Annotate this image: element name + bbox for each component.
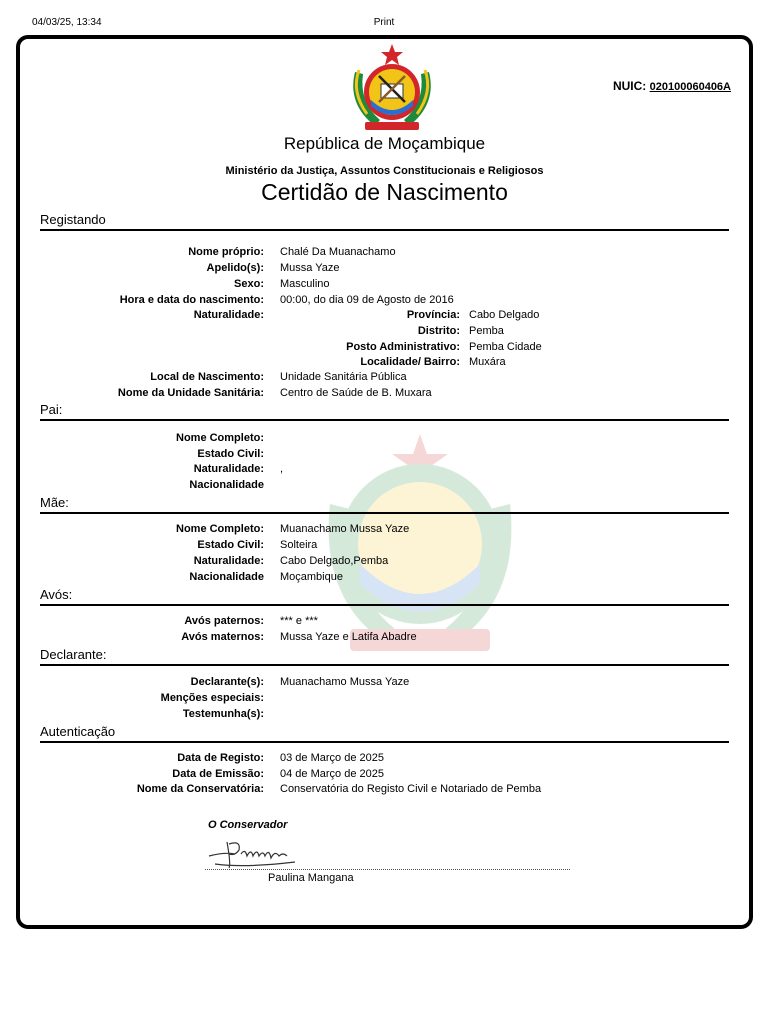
field-value-avos-paternos: *** e *** [280, 615, 318, 627]
field-value-declarantes: Muanachamo Mussa Yaze [280, 676, 410, 688]
print-title: Print [373, 17, 395, 28]
field-label-pai-nome: Nome Completo: [176, 432, 264, 444]
nuic [613, 79, 731, 93]
field-value-avos-maternos: Mussa Yaze e Latifa Abadre [280, 631, 417, 643]
field-label-nascimento: Hora e data do nascimento: [119, 294, 264, 306]
section-avos-title: Avós: [40, 587, 73, 602]
field-label-provincia: Província: [406, 309, 460, 321]
field-value-mae-estado-civil: Solteira [280, 539, 318, 551]
field-label-mae-nacionalidade: Nacionalidade [189, 571, 264, 583]
field-value-unidade-sanitaria: Centro de Saúde de B. Muxara [280, 387, 432, 399]
field-label-sexo: Sexo: [234, 278, 264, 290]
field-label-conservatoria: Nome da Conservatória: [136, 783, 264, 795]
ministry-name: Ministério da Justiça, Assuntos Constitucionais e Religiosos [225, 165, 544, 177]
field-value-mae-nome: Muanachamo Mussa Yaze [280, 523, 410, 535]
country-name: República de Moçambique [283, 134, 486, 153]
certificate-frame [16, 35, 753, 929]
field-label-mencoes: Menções especiais: [160, 692, 264, 704]
field-value-posto: Pemba Cidade [469, 341, 542, 353]
section-pai-title: Pai: [40, 402, 63, 417]
field-value-mae-naturalidade: Cabo Delgado,Pemba [280, 555, 389, 567]
handwritten-signature [205, 834, 300, 872]
field-label-data-registo: Data de Registo: [177, 752, 264, 764]
field-label-avos-paternos: Avós paternos: [184, 615, 264, 627]
field-value-distrito: Pemba [469, 325, 504, 337]
section-registando [40, 211, 729, 231]
field-label-pai-nacionalidade: Nacionalidade [189, 479, 264, 491]
field-value-local-nascimento: Unidade Sanitária Pública [280, 371, 407, 383]
section-registando-title: Registando [40, 212, 106, 227]
section-autenticacao-title: Autenticação [40, 724, 116, 739]
field-label-mae-naturalidade: Naturalidade: [193, 555, 264, 567]
document-title: Certidão de Nascimento [261, 179, 508, 205]
field-value-nome-proprio: Chalé Da Muanachamo [280, 246, 396, 258]
field-value-pai-naturalidade: , [280, 463, 284, 475]
field-value-localidade: Muxára [469, 356, 506, 368]
field-value-provincia: Cabo Delgado [469, 309, 540, 321]
field-label-pai-estado-civil: Estado Civil: [197, 448, 264, 460]
section-avos [40, 586, 729, 606]
section-declarante-title: Declarante: [40, 647, 107, 662]
field-label-localidade: Localidade/ Bairro: [360, 356, 460, 368]
field-label-testemunhas: Testemunha(s): [182, 708, 264, 720]
section-declarante [40, 646, 729, 666]
signature-line [205, 869, 570, 870]
field-value-nascimento: 00:00, do dia 09 de Agosto de 2016 [280, 294, 454, 306]
signatory-name: Paulina Mangana [268, 872, 354, 884]
print-datetime: 04/03/25, 13:34 [32, 17, 102, 28]
field-label-pai-naturalidade: Naturalidade: [193, 463, 264, 475]
field-label-posto: Posto Administrativo: [346, 341, 460, 353]
field-label-local-nascimento: Local de Nascimento: [150, 371, 264, 383]
field-label-distrito: Distrito: [417, 325, 460, 337]
field-label-mae-nome: Nome Completo: [176, 523, 264, 535]
signatory-role: O Conservador [208, 819, 288, 831]
field-label-avos-maternos: Avós maternos: [181, 631, 264, 643]
field-label-data-emissao: Data de Emissão: [172, 768, 264, 780]
section-mae [40, 494, 729, 514]
field-value-sexo: Masculino [280, 278, 330, 290]
field-value-data-emissao: 04 de Março de 2025 [280, 768, 384, 780]
field-label-naturalidade: Naturalidade: [193, 309, 264, 321]
nuic-value: 020100060406A [649, 81, 731, 93]
section-mae-title: Mãe: [40, 495, 69, 510]
field-label-declarantes: Declarante(s): [190, 676, 264, 688]
section-autenticacao [40, 723, 729, 743]
field-label-nome-proprio: Nome próprio: [188, 246, 264, 258]
field-label-apelidos: Apelido(s): [206, 262, 264, 274]
field-value-mae-nacionalidade: Moçambique [280, 571, 343, 583]
field-value-conservatoria: Conservatória do Registo Civil e Notariado de Pemba [280, 783, 542, 795]
print-header [0, 17, 768, 31]
section-pai [40, 401, 729, 421]
field-label-mae-estado-civil: Estado Civil: [197, 539, 264, 551]
coat-of-arms-icon [345, 42, 439, 134]
field-value-apelidos: Mussa Yaze [280, 262, 340, 274]
field-label-unidade-sanitaria: Nome da Unidade Sanitária: [117, 387, 264, 399]
nuic-label: NUIC: [612, 79, 647, 93]
field-value-data-registo: 03 de Março de 2025 [280, 752, 384, 764]
